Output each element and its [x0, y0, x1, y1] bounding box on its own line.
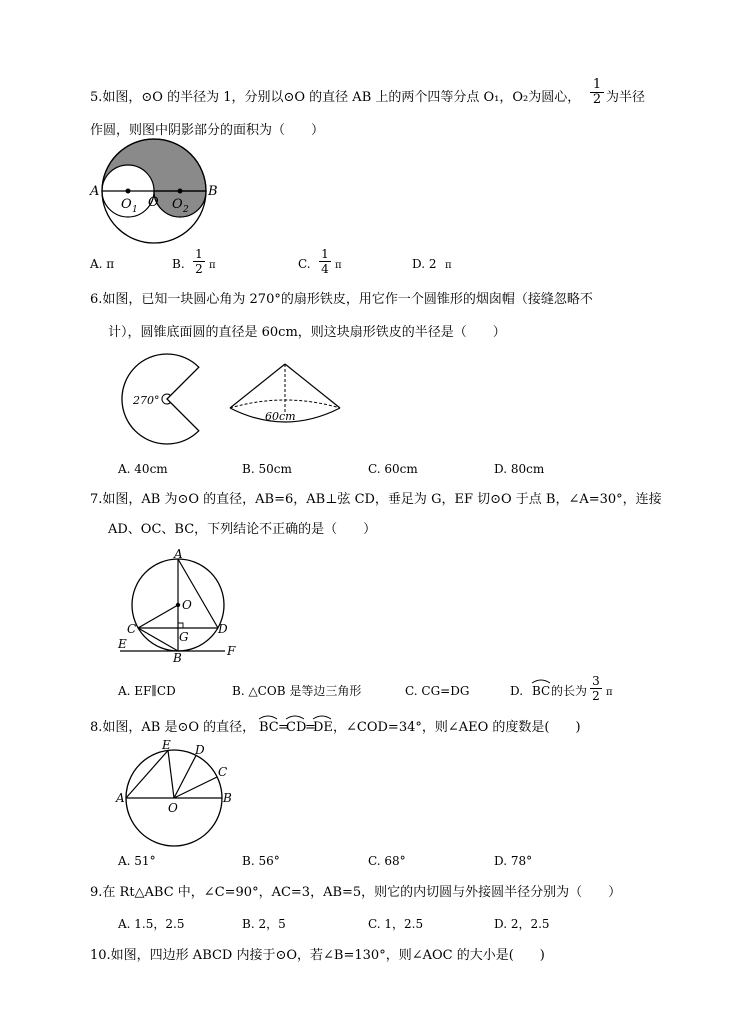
q8-label-c: C	[218, 765, 228, 779]
q7-label-c: C	[127, 622, 137, 636]
q7-option-d-arc-label: BC	[532, 684, 551, 698]
q5-label-o: O	[148, 195, 159, 210]
q5-label-o1: O	[121, 197, 132, 212]
q7-option-d-text: 的长为	[551, 684, 588, 698]
q5-option-b-pi: π	[209, 260, 216, 271]
q10-text-line1: 10.如图，四边形 ABCD 内接于⊙O，若∠B=130°，则∠AOC 的大小是( )	[90, 948, 545, 963]
q5-point-o2	[178, 189, 183, 194]
q7-text-line2: AD、OC、BC，下列结论不正确的是（ ）	[108, 522, 377, 537]
q6-diameter-label: 60cm	[265, 410, 296, 423]
q5-option-b-fraction: $\frac{1}{2}$	[193, 247, 205, 276]
q5-label-b: B	[208, 184, 218, 199]
q7-option-d-prefix[interactable]: D.	[510, 684, 524, 698]
q6-text-line2: 计），圆锥底面圆的直径是 60cm，则这块扇形铁皮的半径是（ ）	[108, 325, 506, 340]
q5-option-a[interactable]: A. π	[90, 257, 115, 271]
q7-segment-bc	[138, 628, 178, 651]
q7-segment-ad	[178, 559, 218, 628]
q6-angle-label: 270°	[133, 394, 160, 407]
q9-option-a[interactable]: A. 1.5，2.5	[118, 917, 185, 931]
q6-sector-figure	[115, 347, 215, 447]
q5-text-line1-tail: 为半径	[606, 90, 646, 105]
q5-text-line1: 5.如图，⊙O 的半径为 1，分别以⊙O 的直径 AB 上的两个四等分点 O₁，O₂为圆心，	[90, 90, 581, 105]
q6-cone-right-edge	[285, 364, 340, 408]
q6-cone-left-edge	[230, 364, 285, 408]
q7-label-a: A	[174, 547, 183, 561]
q5-option-b-prefix[interactable]: B.	[172, 257, 185, 271]
q8-figure	[115, 740, 240, 845]
q5-option-c-prefix[interactable]: C.	[298, 257, 311, 271]
q8-equals-1: =	[278, 720, 289, 735]
q5-option-d[interactable]: D. 2	[412, 257, 437, 271]
q8-text-line1-suffix: ，∠COD=34°，则∠AEO 的度数是( )	[333, 720, 581, 735]
q5-option-c-pi: π	[335, 260, 342, 271]
q7-option-c[interactable]: C. CG=DG	[405, 684, 470, 698]
q8-equals-2: =	[305, 720, 316, 735]
q9-text-line1: 9.在 Rt△ABC 中，∠C=90°，AC=3，AB=5，则它的内切圆与外接圆半径分别为（ ）	[90, 885, 622, 900]
q7-option-a[interactable]: A. EF∥CD	[118, 684, 176, 698]
q8-option-a[interactable]: A. 51°	[118, 854, 156, 868]
q7-figure	[115, 547, 245, 667]
q8-option-c[interactable]: C. 68°	[368, 854, 406, 868]
q7-label-g: G	[179, 630, 189, 644]
q7-label-f: F	[227, 644, 236, 658]
q8-label-a: A	[116, 791, 125, 805]
q5-figure	[90, 140, 220, 245]
q9-option-c[interactable]: C. 1，2.5	[368, 917, 424, 931]
q6-option-b[interactable]: B. 50cm	[242, 462, 292, 476]
q7-label-d: D	[218, 622, 228, 636]
q8-arc-bc: BC	[259, 720, 279, 735]
q5-label-a: A	[90, 184, 100, 199]
q5-option-c-fraction: $\frac{1}{4}$	[319, 247, 331, 276]
q5-label-o2-sub: 2	[183, 205, 189, 215]
q8-label-b: B	[223, 791, 232, 805]
q7-text-line1: 7.如图，AB 为⊙O 的直径，AB=6，AB⊥弦 CD，垂足为 G，EF 切⊙O 于点 B，∠A=30°，连接	[90, 492, 662, 507]
q5-point-o1	[126, 189, 131, 194]
q6-option-c[interactable]: C. 60cm	[368, 462, 418, 476]
q5-label-o1-sub: 1	[132, 205, 138, 215]
q8-segment-oe	[168, 751, 174, 799]
q8-arc-cd: CD	[286, 720, 307, 735]
q8-arc-de: DE	[313, 720, 333, 735]
q7-label-o: O	[182, 598, 192, 612]
q6-cone-figure	[225, 362, 345, 442]
q8-segment-od	[174, 756, 196, 799]
q8-label-d: D	[195, 743, 205, 757]
q8-label-e: E	[162, 738, 171, 752]
q9-option-d[interactable]: D. 2，2.5	[494, 917, 550, 931]
q8-option-d[interactable]: D. 78°	[494, 854, 533, 868]
q7-label-e: E	[118, 637, 127, 651]
q7-segment-oc	[138, 605, 178, 628]
q7-label-b: B	[173, 651, 182, 665]
q8-segment-oc	[174, 777, 217, 798]
q7-option-b[interactable]: B. △COB 是等边三角形	[232, 684, 362, 698]
q5-fraction-half: $\frac{1}{2}$	[590, 78, 604, 107]
q8-label-o: O	[168, 801, 178, 815]
q5-text-line2: 作圆，则图中阴影部分的面积为（ ）	[90, 123, 325, 138]
q5-label-o2: O	[172, 197, 183, 212]
q6-option-d[interactable]: D. 80cm	[494, 462, 545, 476]
q7-option-d-fraction: $\frac{3}{2}$	[590, 674, 602, 703]
q7-option-d-pi: π	[606, 687, 613, 698]
q6-text-line1: 6.如图，已知一块圆心角为 270°的扇形铁皮，用它作一个圆锥形的烟囱帽（接缝忽略不	[90, 292, 593, 307]
q6-option-a[interactable]: A. 40cm	[118, 462, 168, 476]
q8-option-b[interactable]: B. 56°	[242, 854, 280, 868]
q9-option-b[interactable]: B. 2，5	[242, 917, 286, 931]
q5-option-d-pi: π	[445, 260, 452, 271]
q8-text-line1-prefix: 8.如图，AB 是⊙O 的直径，	[90, 720, 256, 735]
q7-right-angle-mark	[178, 623, 183, 628]
q7-point-o	[176, 603, 180, 607]
